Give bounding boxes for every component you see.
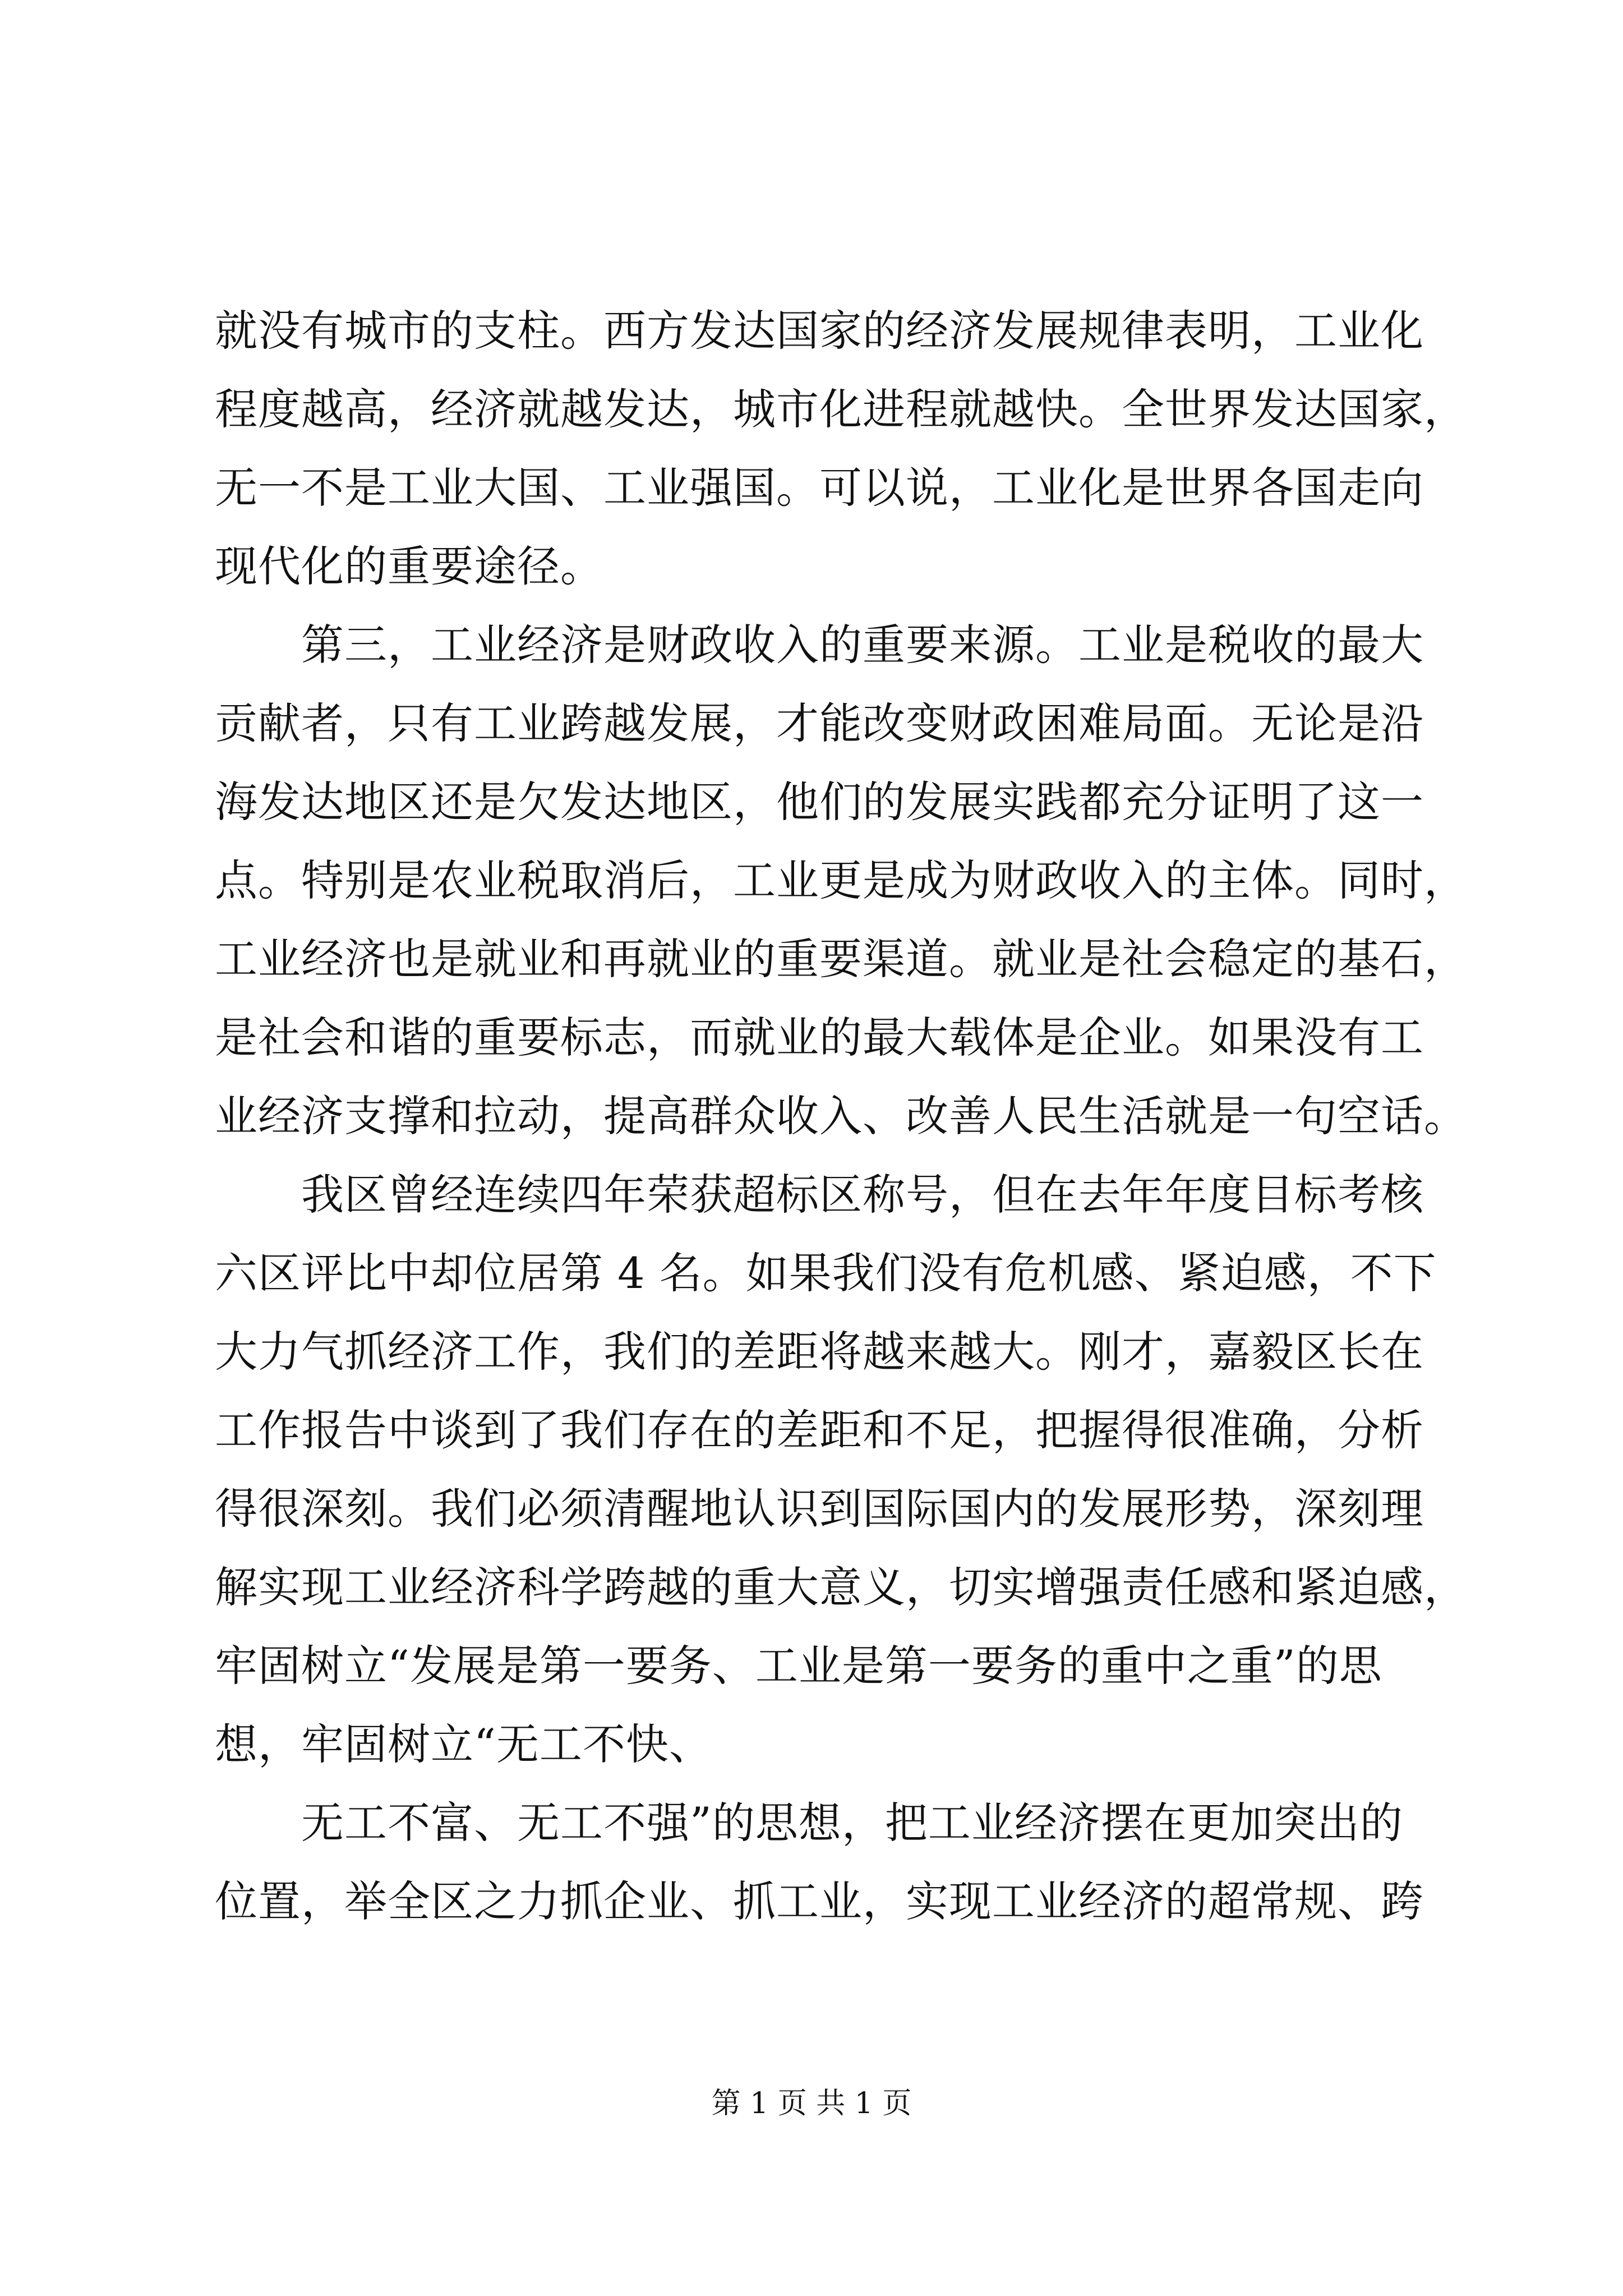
text-line-17: 解实现工业经济科学跨越的重大意义，切实增强责任感和紧迫感， [215,1562,1467,1612]
text-line-8: 点。特别是农业税取消后，工业更是成为财政收入的主体。同时， [215,855,1467,905]
text-line-11: 业经济支撑和拉动，提高群众收入、改善人民生活就是一句空话。 [215,1091,1467,1141]
text-line-4: 现代化的重要途径。 [215,541,603,591]
text-line-18: 牢固树立“发展是第一要务、工业是第一要务的重中之重”的思 [215,1641,1382,1691]
text-line-12: 我区曾经连续四年荣获超标区称号，但在去年年度目标考核 [215,1170,1424,1220]
text-line-16: 得很深刻。我们必须清醒地认识到国际国内的发展形势，深刻理 [215,1484,1424,1534]
text-line-3: 无一不是工业大国、工业强国。可以说，工业化是世界各国走向 [215,463,1424,513]
text-line-2: 程度越高，经济就越发达，城市化进程就越快。全世界发达国家， [215,384,1467,434]
text-line-19: 想，牢固树立“无工不快、 [215,1719,712,1769]
text-line-10: 是社会和谐的重要标志，而就业的最大载体是企业。如果没有工 [215,1013,1424,1062]
text-line-9: 工业经济也是就业和再就业的重要渠道。就业是社会稳定的基石， [215,934,1467,984]
text-line-6: 贡献者，只有工业跨越发展，才能改变财政困难局面。无论是沿 [215,698,1424,748]
text-line-13: 六区评比中却位居第 4 名。如果我们没有危机感、紧迫感，不下 [215,1248,1437,1298]
text-line-15: 工作报告中谈到了我们存在的差距和不足，把握得很准确，分析 [215,1405,1424,1455]
page-number-footer: 第 1 页 共 1 页 [711,2087,912,2120]
text-line-20: 无工不富、无工不强”的思想，把工业经济摆在更加突出的 [215,1798,1403,1848]
text-line-5: 第三，工业经济是财政收入的重要来源。工业是税收的最大 [215,620,1424,670]
text-line-1: 就没有城市的支柱。西方发达国家的经济发展规律表明，工业化 [215,306,1424,356]
text-line-21: 位置，举全区之力抓企业、抓工业，实现工业经济的超常规、跨 [215,1876,1424,1926]
text-line-7: 海发达地区还是欠发达地区，他们的发展实践都充分证明了这一 [215,777,1424,827]
text-line-14: 大力气抓经济工作，我们的差距将越来越大。刚才，嘉毅区长在 [215,1327,1424,1377]
